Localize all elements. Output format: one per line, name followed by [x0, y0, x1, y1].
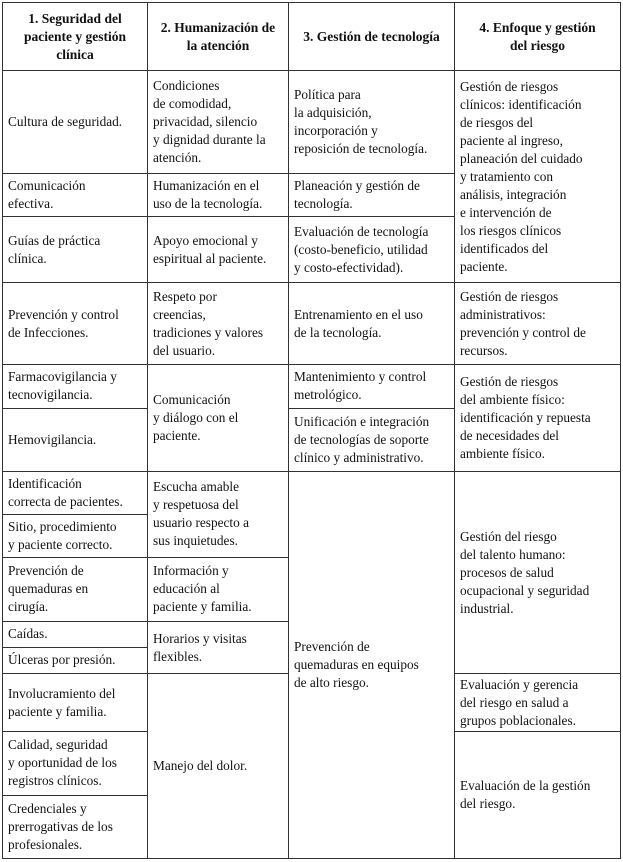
table-cell: Prevención de quemaduras en equipos de alto riesgo. [289, 472, 455, 859]
table-cell: Cultura de seguridad. [3, 71, 148, 174]
table-row [3, 472, 621, 515]
header-riesgo: 4. Enfoque y gestión del riesgo [455, 3, 621, 71]
header-tecnologia: 3. Gestión de tecnología [289, 3, 455, 71]
table-cell: Úlceras por presión. [3, 647, 148, 674]
table-cell: Evaluación y gerencia del riesgo en salud a grupos poblacionales. [455, 674, 621, 732]
table-cell: Apoyo emocional y espiritual al paciente. [148, 216, 289, 282]
table-cell: Escucha amable y respetuosa del usuario respecto a sus inquietudes. [148, 472, 289, 558]
risk-management-table [2, 2, 621, 859]
table-cell: Política para la adquisición, incorporación y reposición de tecnología. [289, 71, 455, 174]
table-cell: Planeación y gestión de tecnología. [289, 174, 455, 217]
table-cell: Prevención de quemaduras en cirugía. [3, 557, 148, 621]
table-cell: Manejo del dolor. [148, 674, 289, 859]
table-row [3, 71, 621, 174]
table-cell: Gestión de riesgos clínicos: identificación de riesgos del paciente al ingreso, planeación del cuidado y tratamiento con análisis, integración e intervención de los riesgos clínicos identificados del paciente. [455, 71, 621, 283]
table-row [3, 283, 621, 365]
table-cell: Hemovigilancia. [3, 408, 148, 471]
table-cell: Información y educación al paciente y familia. [148, 557, 289, 621]
table-cell: Gestión de riesgos administrativos: prevención y control de recursos. [455, 283, 621, 365]
header-row [3, 3, 621, 71]
table-cell: Mantenimiento y control metrológico. [289, 364, 455, 408]
header-seguridad: 1. Seguridad del paciente y gestión clínica [3, 3, 148, 71]
table-cell: Guías de práctica clínica. [3, 216, 148, 282]
table-row [3, 364, 621, 408]
table-cell: Respeto por creencias, tradiciones y valores del usuario. [148, 283, 289, 365]
table-cell: Comunicación y diálogo con el paciente. [148, 364, 289, 471]
table-cell: Credenciales y prerrogativas de los profesionales. [3, 795, 148, 858]
table-cell: Unificación e integración de tecnologías de soporte clínico y administrativo. [289, 408, 455, 471]
table-cell: Gestión de riesgos del ambiente físico: identificación y repuesta de necesidades del ambiente físico. [455, 364, 621, 471]
table-cell: Identificación correcta de pacientes. [3, 472, 148, 515]
table-cell: Prevención y control de Infecciones. [3, 283, 148, 365]
table-cell: Evaluación de tecnología (costo-beneficio, utilidad y costo-efectividad). [289, 216, 455, 282]
table-cell: Humanización en el uso de la tecnología. [148, 174, 289, 217]
table-cell: Condiciones de comodidad, privacidad, silencio y dignidad durante la atención. [148, 71, 289, 174]
table-cell: Comunicación efectiva. [3, 174, 148, 217]
table-cell: Gestión del riesgo del talento humano: procesos de salud ocupacional y seguridad industrial. [455, 472, 621, 674]
table-cell: Entrenamiento en el uso de la tecnología. [289, 283, 455, 365]
table-cell: Evaluación de la gestión del riesgo. [455, 732, 621, 859]
table-cell: Calidad, seguridad y oportunidad de los registros clínicos. [3, 732, 148, 795]
table-cell: Sitio, procedimiento y paciente correcto. [3, 514, 148, 557]
table-cell: Farmacovigilancia y tecnovigilancia. [3, 364, 148, 408]
table-cell: Horarios y visitas flexibles. [148, 622, 289, 674]
table-cell: Caídas. [3, 622, 148, 648]
header-humanizacion: 2. Humanización de la atención [148, 3, 289, 71]
table-cell: Involucramiento del paciente y familia. [3, 674, 148, 732]
